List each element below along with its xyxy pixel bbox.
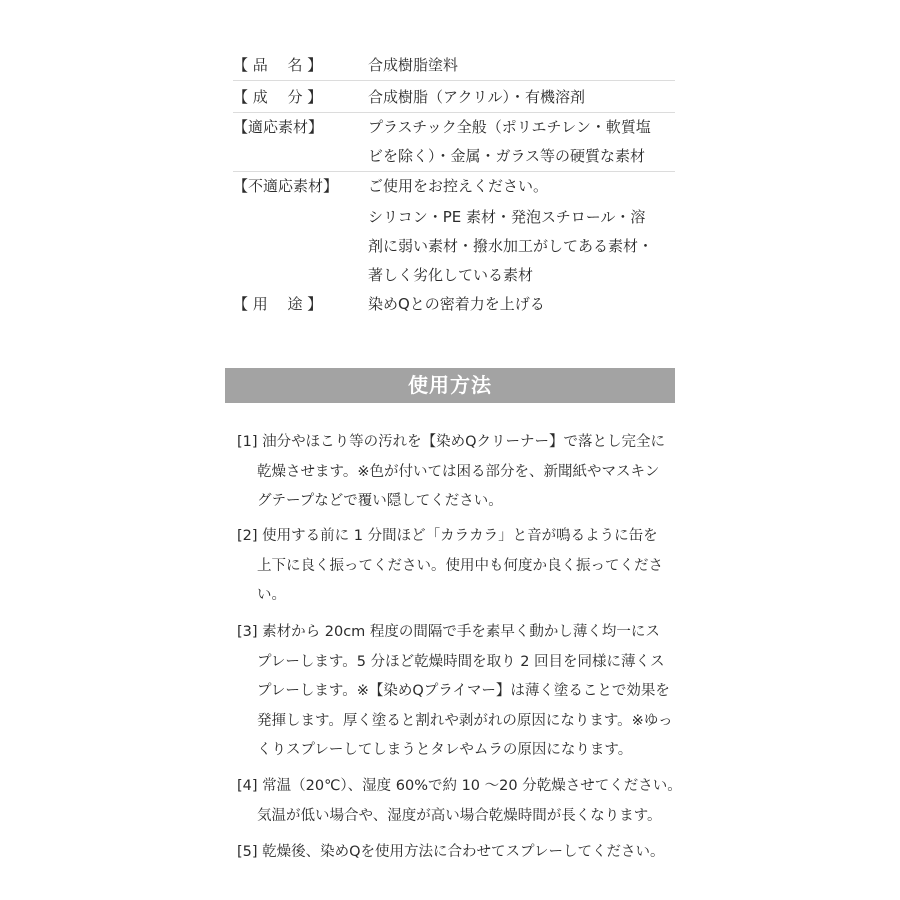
- step-line: 乾燥させます。※色が付いては困る部分を、新聞紙やマスキン: [257, 463, 660, 480]
- step-line: 上下に良く振ってください。使用中も何度か良く振ってくださ: [257, 557, 663, 574]
- step-line: [4] 常温（20℃）、湿度 60%で約 10 ～20 分乾燥させてください。: [237, 778, 682, 794]
- usage-step-5: [237, 838, 677, 868]
- spec-row-purpose: [233, 290, 675, 319]
- spec-row-suitable-materials: [233, 113, 675, 172]
- usage-step-4: [237, 772, 682, 831]
- spec-value: [368, 290, 668, 319]
- step-line: 気温が低い場合や、湿度が高い場合乾燥時間が長くなります。: [257, 807, 662, 824]
- spec-value-line: 染めQとの密着力を上げる: [368, 295, 545, 313]
- spec-value-line: ビを除く）・金属・ガラス等の硬質な素材: [368, 147, 646, 165]
- step-line: くりスプレーしてしまうとタレやムラの原因になります。: [257, 742, 633, 758]
- step-line: プレーします。5 分ほど乾燥時間を取り 2 回目を同様に薄くス: [257, 653, 665, 670]
- spec-value: [368, 172, 668, 290]
- step-line: 発揮します。厚く塗ると割れや剥がれの原因になります。※ゆっ: [257, 712, 673, 729]
- step-line: [5] 乾燥後、染めQを使用方法に合わせてスプレーしてください。: [237, 844, 665, 860]
- spec-value-line: シリコン・PE 素材・発泡スチロール・溶: [368, 208, 646, 226]
- usage-step-2: [237, 522, 677, 611]
- spec-label: 【不適応素材】: [233, 177, 339, 195]
- usage-section-header: 使用方法: [225, 368, 675, 403]
- spec-value-line: 合成樹脂（アクリル）・有機溶剤: [368, 88, 586, 106]
- spec-row-ingredients: [233, 83, 675, 113]
- usage-step-1: [237, 428, 677, 517]
- step-line: グテープなどで覆い隠してください。: [257, 493, 503, 509]
- spec-value: [368, 83, 668, 112]
- spec-value-line: 著しく劣化している素材: [368, 266, 534, 284]
- spec-label: 【適応素材】: [233, 118, 324, 136]
- spec-label: 【 用 途 】: [233, 295, 323, 313]
- step-line: [1] 油分やほこり等の汚れを【染めQクリーナー】で落とし完全に: [237, 434, 666, 450]
- spec-label: 【 品 名 】: [233, 56, 323, 74]
- spec-row-unsuitable-materials: [233, 172, 675, 288]
- spec-value: [368, 113, 668, 171]
- spec-value: [368, 51, 668, 80]
- step-line: [3] 素材から 20cm 程度の間隔で手を素早く動かし薄く均一にス: [237, 624, 660, 640]
- step-line: プレーします。※【染めQプライマー】は薄く塗ることで効果を: [257, 683, 670, 699]
- step-line: い。: [257, 587, 286, 603]
- step-line: [2] 使用する前に 1 分間ほど「カラカラ」と音が鳴るように缶を: [237, 528, 658, 544]
- spec-value-line: 剤に弱い素材・撥水加工がしてある素材・: [368, 237, 654, 255]
- spec-value-line: ご使用をお控えください。: [368, 177, 549, 195]
- spec-label: 【 成 分 】: [233, 88, 323, 106]
- spec-value-line: プラスチック全般（ポリエチレン・軟質塩: [368, 118, 651, 136]
- spec-row-product-name: [233, 51, 675, 81]
- spec-value-line: 合成樹脂塗料: [368, 56, 459, 74]
- usage-step-3: [237, 618, 677, 766]
